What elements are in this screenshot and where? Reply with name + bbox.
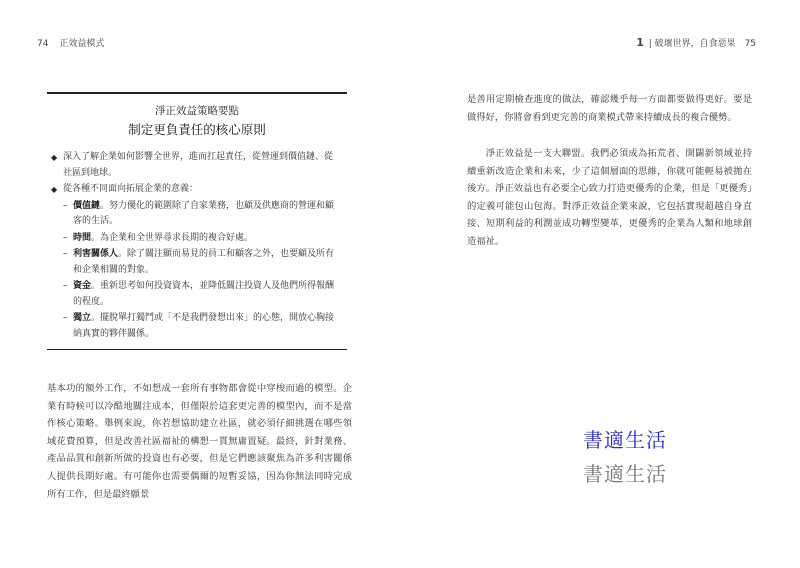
sub-item-term: 獨立 bbox=[73, 313, 92, 323]
diamond-bullet-icon: ◆ bbox=[51, 185, 58, 194]
dash-icon: – bbox=[63, 281, 68, 291]
diamond-bullet-icon: ◆ bbox=[51, 153, 58, 162]
left-page-number: 74 bbox=[37, 39, 49, 49]
left-body-paragraph: 基本功的額外工作，不如想成一套所有事物都會從中穿梭而過的模型。企業有時候可以冷酷地關注成本，但僅限於這套更完善的模型內，而不是當作核心策略。舉例來說，你若想協助建立社區，就必須仔細挑選在哪些領域花費預算，但是改善社區福祉的構想一貫無庸置疑。最終，針對業務、產品品質和創新所做的投資也有必要，但是它們應該聚焦為許多利害關係人提供長期好處。有可能你也需要偶爾的短暫妥協，因為你無法同時完成所有工作，但是最終願景 bbox=[47, 383, 352, 500]
sub-item-text: 。擺脫單打獨鬥或「不是我們發想出來」的心態，開放心胸接納真實的夥伴關係。 bbox=[73, 313, 335, 339]
chapter-number: 1 bbox=[636, 36, 644, 49]
right-running-header: 1 | 破壞世界，自食惡果 75 bbox=[636, 36, 756, 49]
sub-item bbox=[51, 279, 341, 310]
dash-icon: – bbox=[63, 232, 68, 243]
watermark-gray: 書適生活 bbox=[583, 462, 667, 486]
sub-item-text: 。努力優化的範圍除了自家業務，也顧及供應商的營運和顧客的生活。 bbox=[73, 200, 335, 226]
sub-item bbox=[51, 231, 341, 247]
dash-icon: – bbox=[63, 249, 68, 259]
sub-item bbox=[51, 199, 341, 230]
box-bullets bbox=[51, 150, 341, 343]
sub-item-text: 。為企業和全世界尋求長期的複合好處。 bbox=[91, 232, 254, 243]
dash-icon: – bbox=[63, 313, 68, 323]
sub-item bbox=[51, 247, 341, 278]
watermark-blue: 書適生活 bbox=[583, 428, 667, 452]
sub-item-text: 。除了關注顯而易見的員工和顧客之外，也要顧及所有和企業相關的對象。 bbox=[73, 249, 335, 275]
right-body-paragraph-1: 是善用定期檢查進度的做法，確認幾乎每一方面都要做得更好。要是做得好，你將會看到更完善的商業模式帶來持續成長的複合優勢。 bbox=[467, 94, 752, 123]
sub-item-term: 價值鏈 bbox=[73, 200, 101, 211]
dash-icon: – bbox=[63, 200, 68, 211]
box-top-rule bbox=[47, 92, 347, 94]
box-bottom-rule bbox=[47, 349, 347, 351]
sub-item-term: 利害關係人 bbox=[73, 249, 119, 259]
box-subtitle: 制定更負責任的核心原則 bbox=[128, 122, 266, 137]
right-header-title: 破壞世界，自食惡果 bbox=[654, 39, 736, 49]
bullet-text: 從各種不同面向拓展企業的意義： bbox=[63, 184, 199, 194]
right-body-paragraph-2: 淨正效益是一支大聯盟。我們必須成為拓荒者、開闢新領域並持續重新改造企業和未來，少了這個層面的思維，你就可能輕易被拋在後方。淨正效益也有必要全心致力打造更優秀的企業，但是「更優秀」的定義可能包山包海。對淨正效益企業來說，它包括實現超越自身直接、短期利益的利潤並成功轉型變革，更優秀的企業為人類和地球創造福祉。 bbox=[467, 148, 752, 247]
left-header-title: 正效益模式 bbox=[59, 39, 105, 49]
strategy-box bbox=[47, 92, 347, 350]
right-page-number: 75 bbox=[744, 39, 756, 49]
sub-item bbox=[51, 311, 341, 342]
sub-item-term: 時間 bbox=[73, 232, 92, 243]
sub-item-text: 。重新思考如何投資資本，並降低關注投資人及他們所得報酬的程度。 bbox=[73, 281, 335, 307]
box-title: 淨正效益策略要點 bbox=[155, 105, 239, 117]
bullet-text: 深入了解企業如何影響全世界，進而扛起責任，從營運到價值鏈、從社區到地球。 bbox=[63, 152, 334, 178]
bullet-item bbox=[51, 182, 341, 198]
sub-item-term: 資金 bbox=[73, 281, 92, 291]
bullet-item bbox=[51, 150, 341, 181]
left-running-header bbox=[37, 36, 104, 49]
